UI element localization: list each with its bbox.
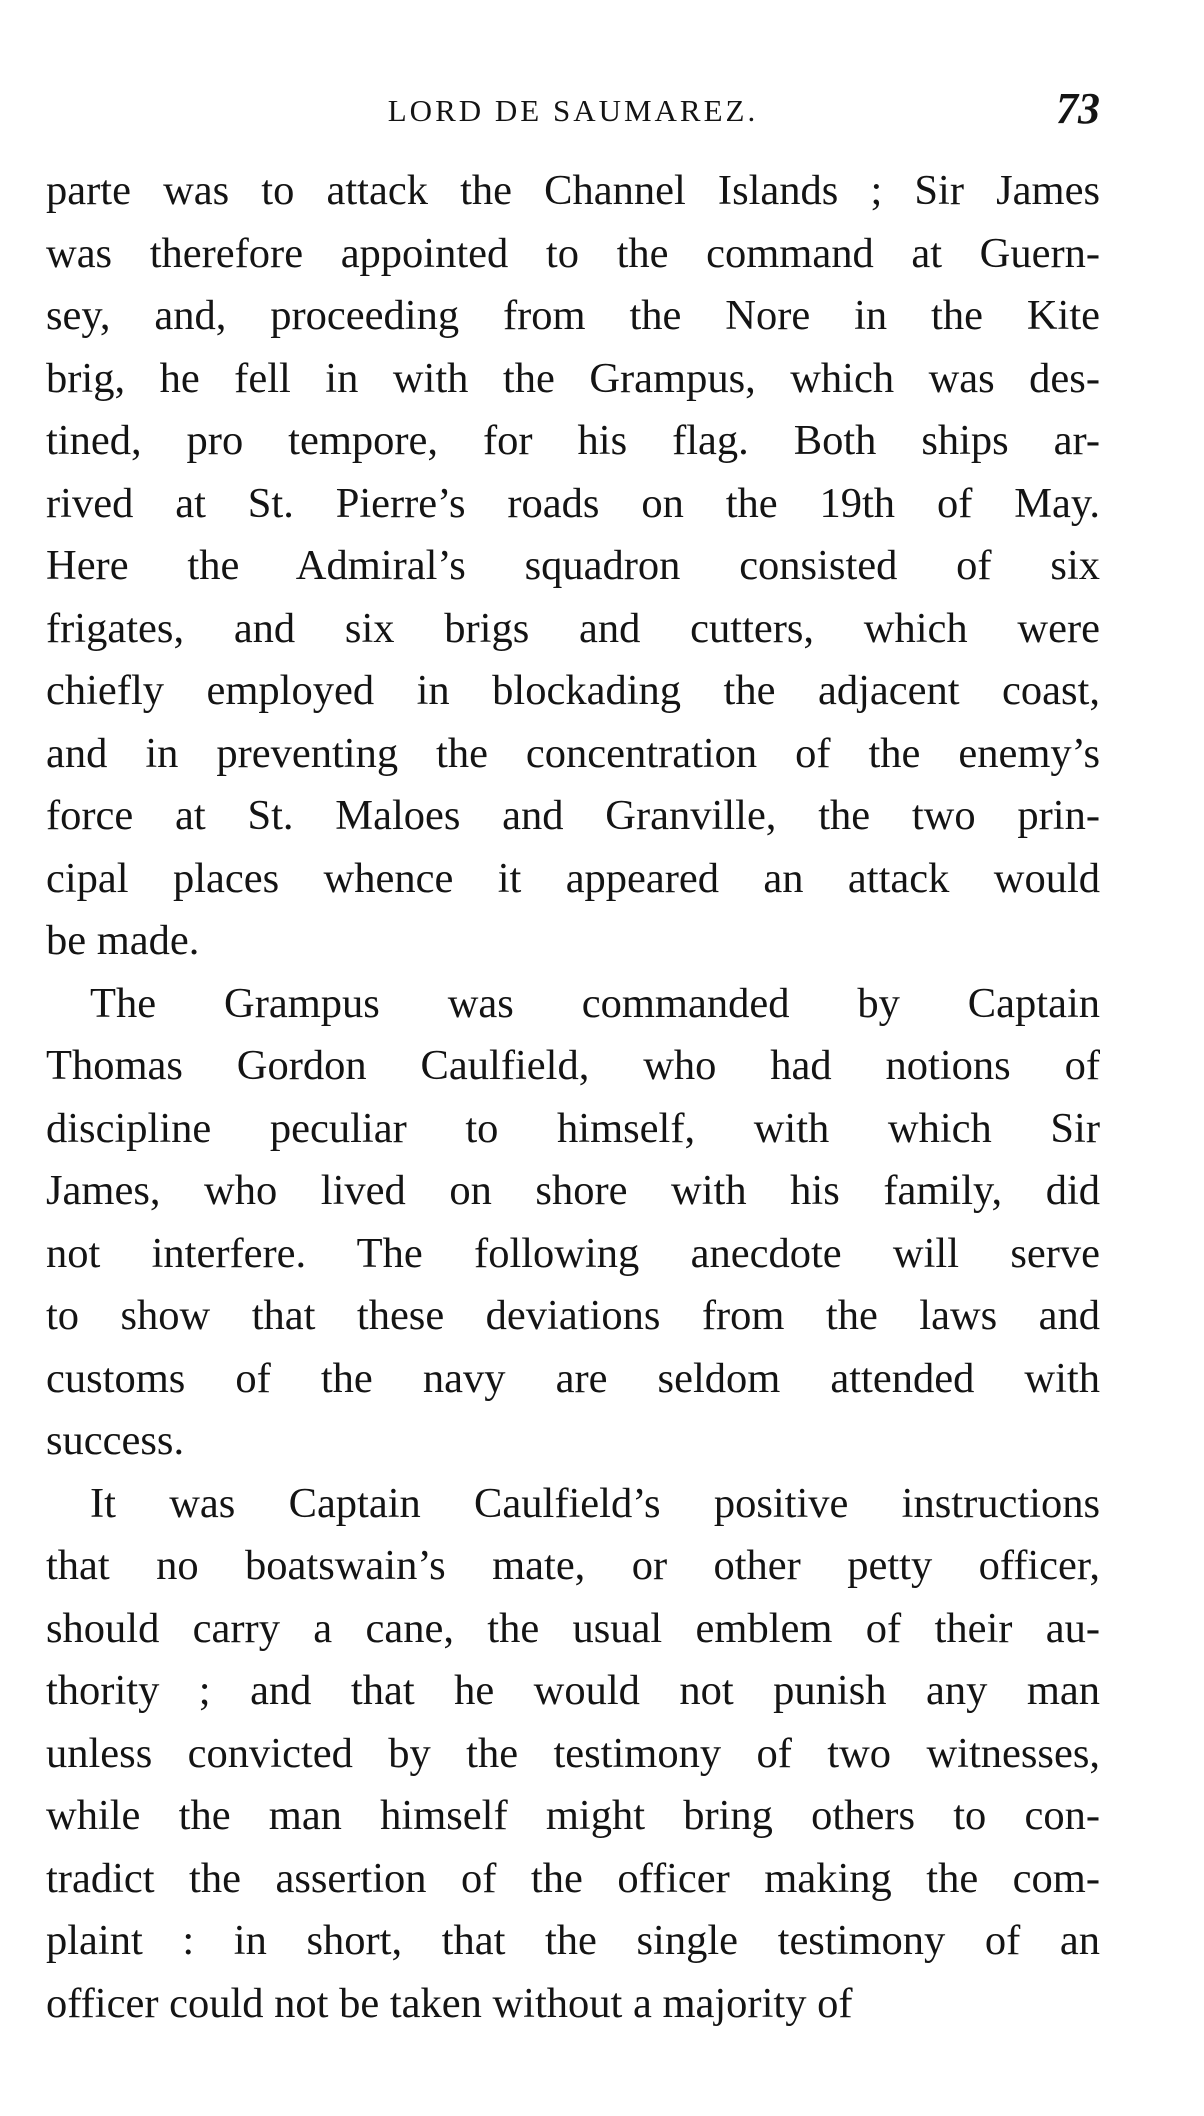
text-line: tined, pro tempore, for his flag. Both ships ar- — [46, 417, 1100, 464]
text-line: officer could not be taken without a majority of — [46, 1979, 853, 2027]
text-line: cipal places whence it appeared an attack would — [46, 854, 1100, 902]
text-line: that no boatswain’s mate, or other petty officer, — [46, 1542, 1100, 1589]
text-line: while the man himself might bring others to con- — [46, 1792, 1100, 1839]
text-line: to show that these deviations from the laws and — [46, 1292, 1100, 1339]
text-line: chiefly employed in blockading the adjacent coast, — [46, 667, 1100, 714]
text-line: Thomas Gordon Caulfield, who had notions of — [46, 1042, 1100, 1089]
text-line: discipline peculiar to himself, with which Sir — [46, 1104, 1100, 1152]
text-line: tradict the assertion of the officer making the com- — [46, 1854, 1100, 1902]
body-text — [46, 160, 1100, 2035]
text-line: not interfere. The following anecdote will serve — [46, 1229, 1100, 1277]
page-number: 73 — [1056, 84, 1100, 133]
paragraph — [46, 1473, 1100, 2036]
text-line: force at St. Maloes and Granville, the two prin- — [46, 792, 1100, 839]
text-line: brig, he fell in with the Grampus, which was des- — [46, 354, 1100, 402]
text-line: Here the Admiral’s squadron consisted of six — [46, 542, 1100, 589]
text-line: rived at St. Pierre’s roads on the 19th of May. — [46, 479, 1100, 527]
text-line: parte was to attack the Channel Islands ; Sir James — [46, 167, 1100, 214]
text-line: be made. — [46, 917, 200, 964]
text-line: was therefore appointed to the command at Guern- — [46, 229, 1100, 277]
running-title: LORD DE SAUMAREZ. — [387, 93, 759, 128]
text-line: thority ; and that he would not punish any man — [46, 1667, 1100, 1714]
paragraph — [46, 973, 1100, 1473]
text-line: unless convicted by the testimony of two witnesses, — [46, 1729, 1100, 1777]
text-line: It was Captain Caulfield’s positive instructions — [90, 1479, 1100, 1527]
paragraph — [46, 160, 1100, 973]
text-line: James, who lived on shore with his family, did — [46, 1167, 1100, 1214]
text-line: should carry a cane, the usual emblem of their au- — [46, 1604, 1100, 1652]
text-line: plaint : in short, that the single testimony of an — [46, 1917, 1100, 1964]
text-line: and in preventing the concentration of the enemy’s — [46, 729, 1100, 777]
text-line: customs of the navy are seldom attended with — [46, 1354, 1100, 1402]
text-line: sey, and, proceeding from the Nore in the Kite — [46, 292, 1100, 339]
text-line: frigates, and six brigs and cutters, which were — [46, 604, 1100, 652]
page-header — [46, 86, 1100, 136]
text-line: success. — [46, 1417, 185, 1464]
text-line: The Grampus was commanded by Captain — [90, 979, 1100, 1027]
